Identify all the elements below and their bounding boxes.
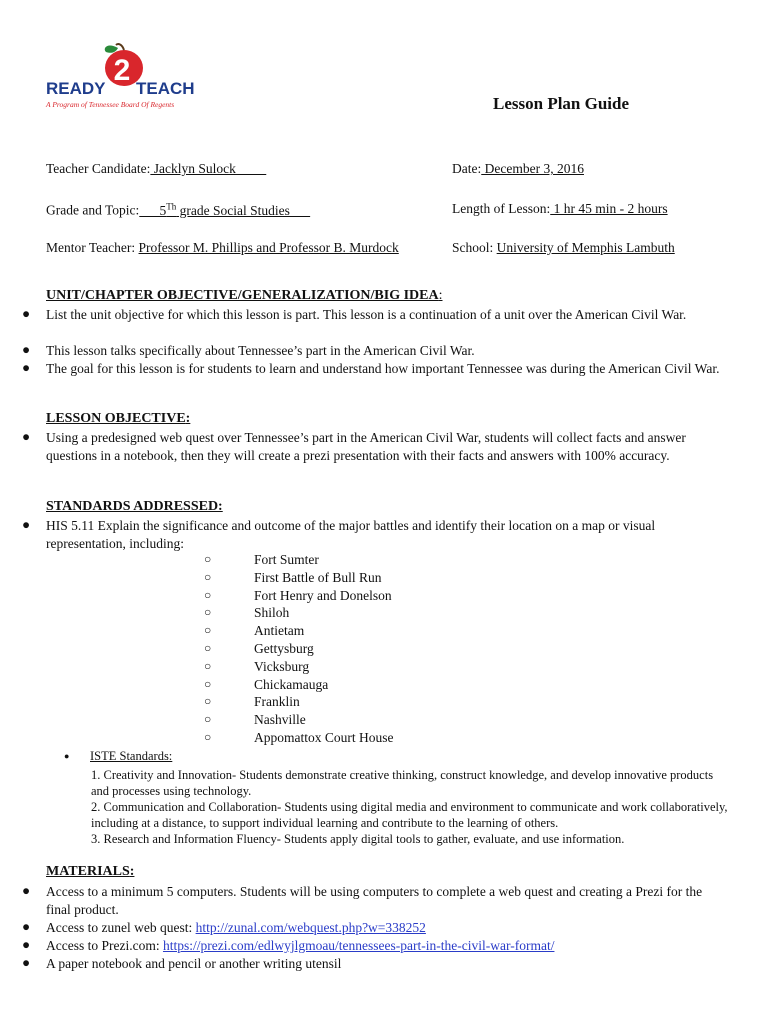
teacher-field bbox=[46, 161, 266, 177]
teacher-value: Jacklyn Sulock bbox=[150, 161, 267, 176]
teacher-label: Teacher Candidate: bbox=[46, 161, 151, 176]
length-label: Length of Lesson: bbox=[452, 201, 551, 216]
date-label: Date: bbox=[452, 161, 482, 176]
grade-field bbox=[46, 201, 310, 219]
mentor-label: Mentor Teacher: bbox=[46, 240, 136, 255]
svg-text:READY: READY bbox=[46, 79, 106, 98]
unit-heading: UNIT/CHAPTER OBJECTIVE/GENERALIZATION/BIG IDEA: bbox=[46, 288, 443, 303]
svg-text:2: 2 bbox=[113, 54, 131, 87]
svg-text:TEACH: TEACH bbox=[136, 79, 195, 98]
mentor-field bbox=[46, 240, 399, 256]
iste-title: ● ISTE Standards: bbox=[64, 749, 173, 763]
prezi-link[interactable]: https://prezi.com/edlwyjlgmoau/tennessees-part-in-the-civil-war-format/ bbox=[162, 938, 555, 953]
page-title: Lesson Plan Guide bbox=[493, 94, 630, 113]
materials-heading: MATERIALS: bbox=[46, 864, 135, 879]
iste-item-3: 3. Research and Information Fluency- Students apply digital tools to gather, evaluate, and use information. bbox=[91, 832, 625, 846]
length-value: 1 hr 45 min - 2 hours bbox=[550, 201, 668, 216]
iste-item-2: 2. Communication and Collaboration- Students using digital media and environment to communicate and work collaboratively, including at a distance, to support individual learning and contribute to the learning of others. bbox=[91, 800, 728, 830]
length-field bbox=[452, 201, 668, 217]
school-field bbox=[452, 240, 675, 256]
objective-heading: LESSON OBJECTIVE: bbox=[46, 411, 191, 426]
mentor-value: Professor M. Phillips and Professor B. Murdock bbox=[138, 240, 399, 255]
school-label: School: bbox=[452, 240, 494, 255]
webquest-link[interactable]: http://zunal.com/webquest.php?w=338252 bbox=[195, 920, 426, 935]
grade-value-pre: 5 bbox=[139, 202, 167, 218]
date-value: December 3, 2016 bbox=[481, 161, 584, 176]
grade-label: Grade and Topic: bbox=[46, 202, 140, 218]
grade-value-post: grade Social Studies bbox=[176, 202, 311, 218]
standards-heading: STANDARDS ADDRESSED: bbox=[46, 499, 223, 514]
school-value: University of Memphis Lambuth bbox=[496, 240, 675, 255]
grade-sup: Th bbox=[166, 201, 177, 211]
date-field bbox=[452, 161, 584, 177]
iste-item-1: 1. Creativity and Innovation- Students demonstrate creative thinking, construct knowledge, and develop innovative products and processes using technology. bbox=[91, 768, 714, 798]
svg-text:A Program of Tennessee Board O: A Program of Tennessee Board Of Regents bbox=[46, 100, 175, 109]
ready2teach-logo bbox=[46, 44, 195, 114]
